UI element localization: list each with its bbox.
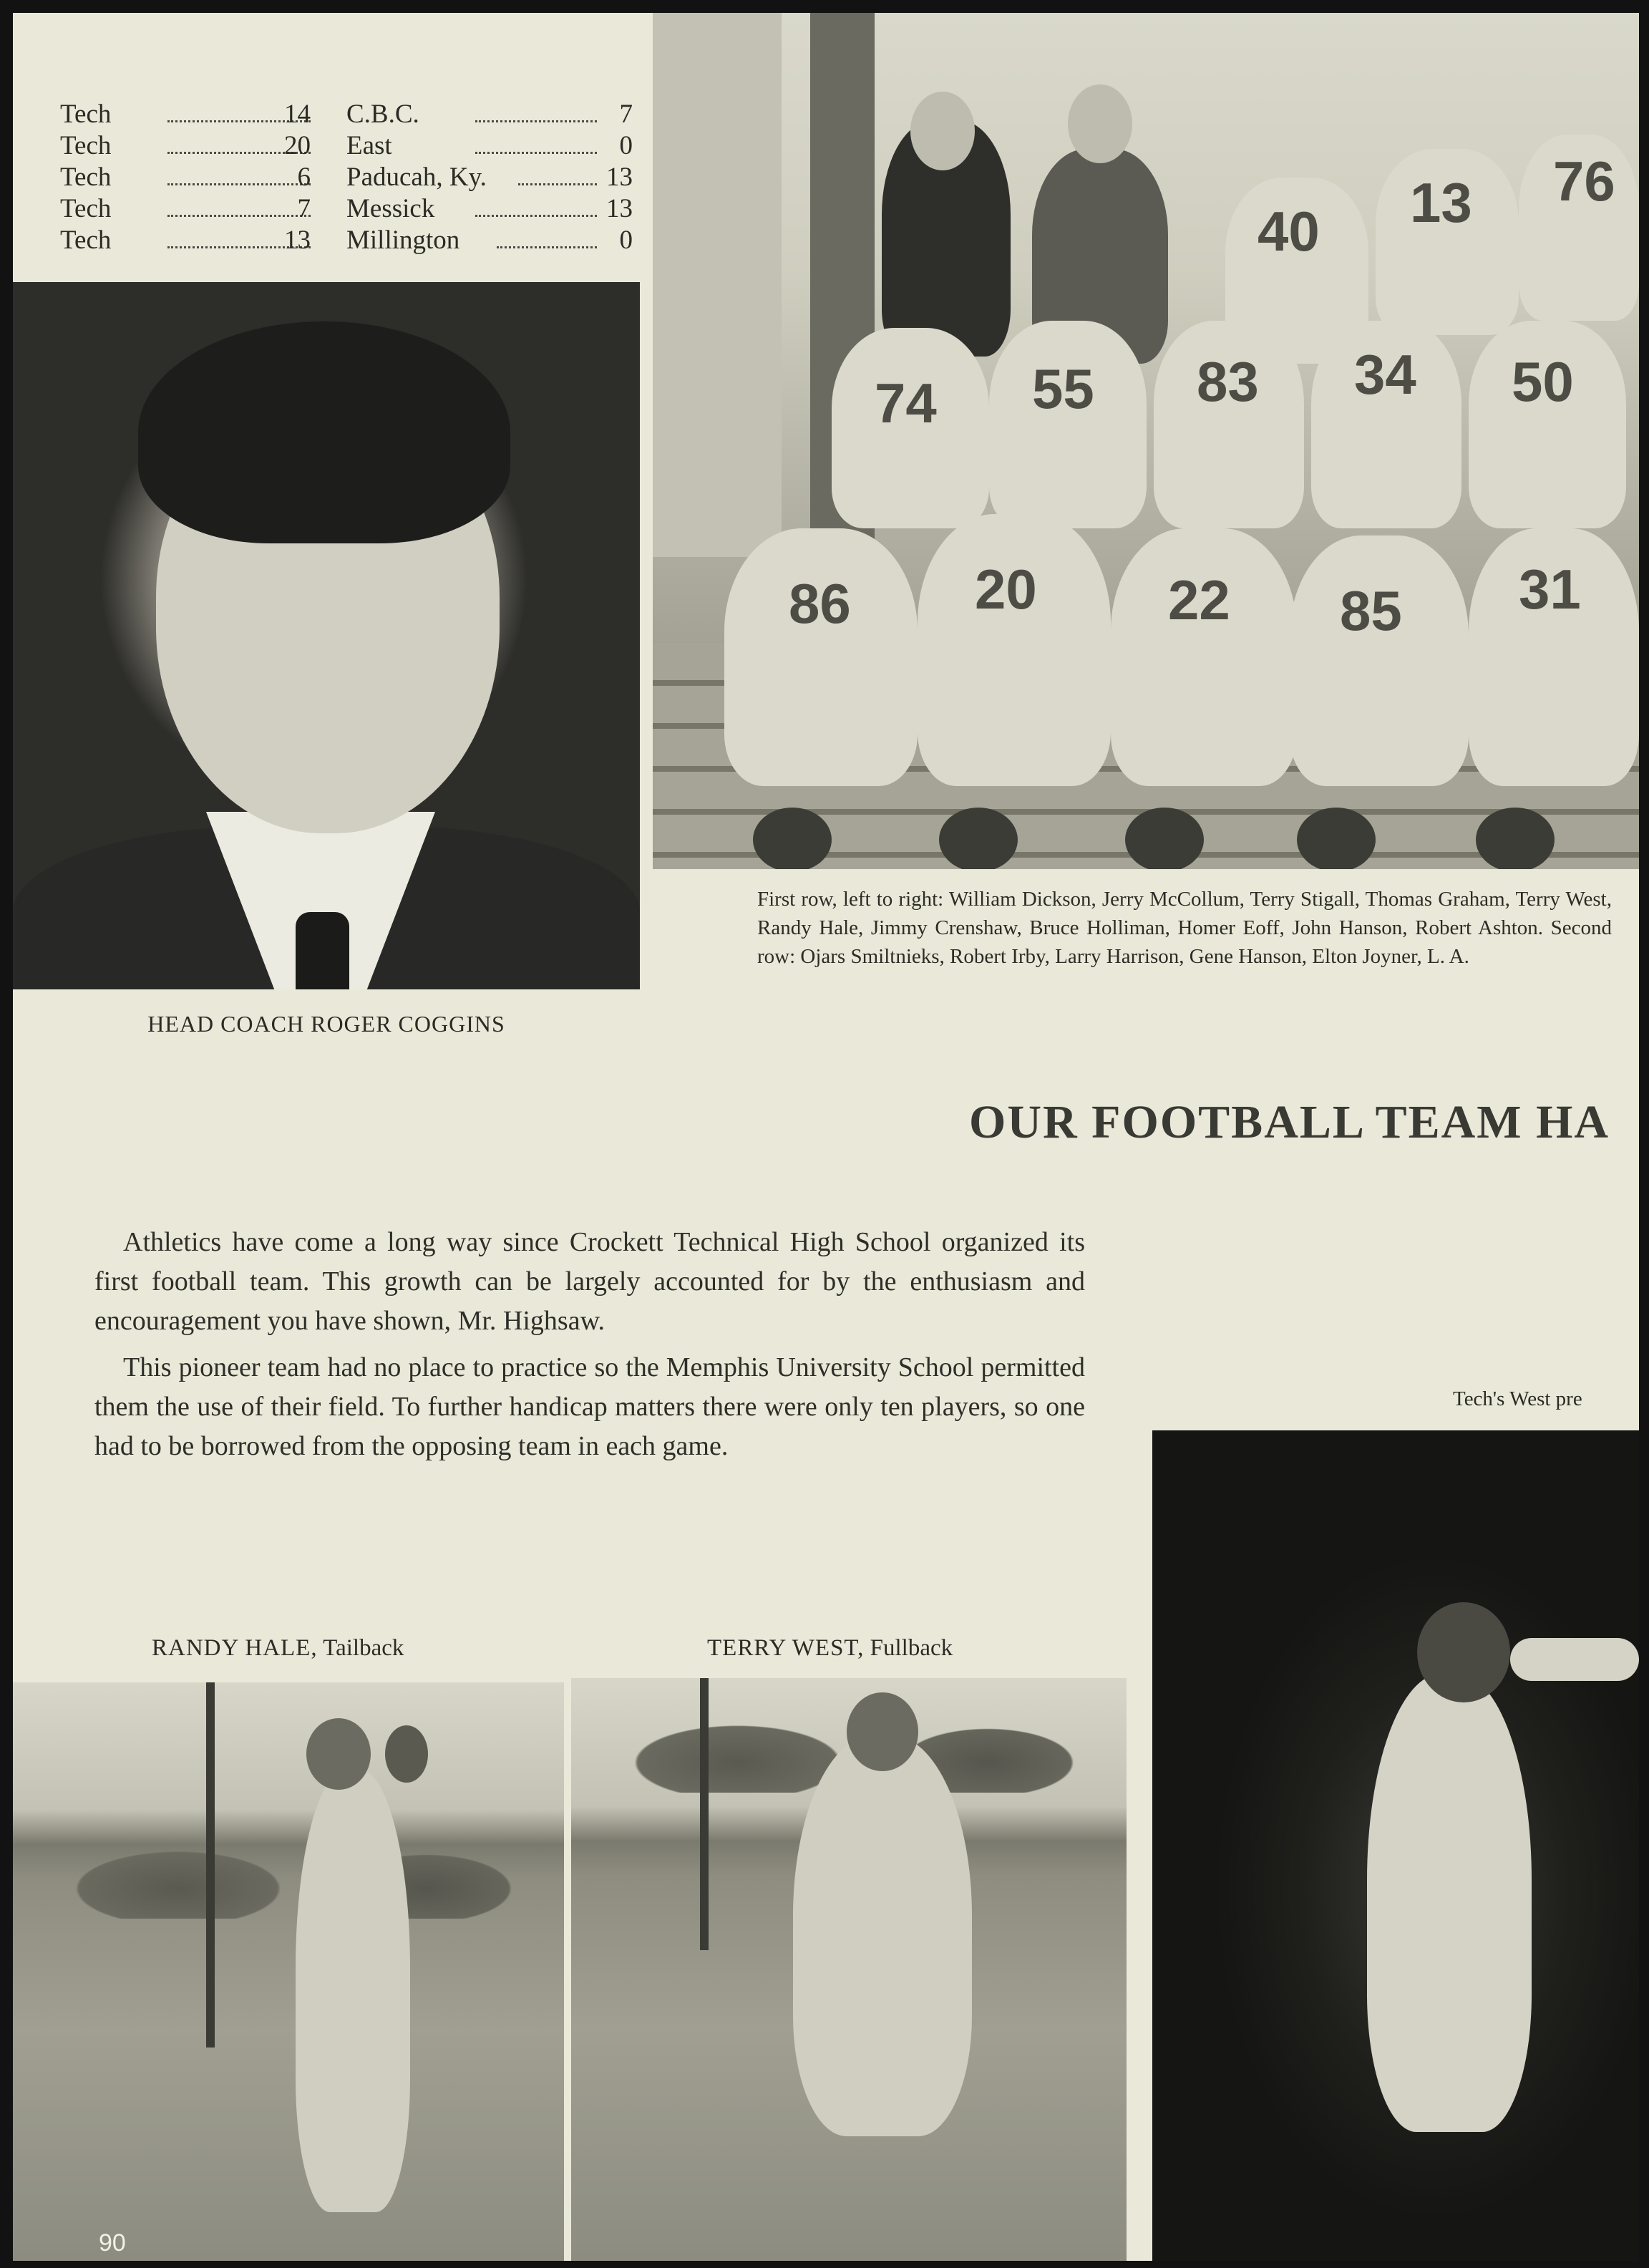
opponent-points: 13 (606, 194, 633, 223)
player-name: TERRY WEST, (707, 1635, 865, 1661)
jersey-number: 55 (1032, 357, 1094, 420)
player-figure (1367, 1674, 1532, 2132)
player-caption-randy-hale (152, 1635, 404, 1662)
jersey-number: 22 (1168, 568, 1230, 631)
team-name: Tech (60, 131, 112, 160)
coach-tie (296, 912, 349, 989)
player-caption-terry-west (707, 1635, 953, 1662)
player-figure (1290, 536, 1469, 786)
terry-west-photo (571, 1678, 1127, 2261)
page-number: 90 (99, 2229, 126, 2257)
jersey-number: 85 (1340, 579, 1402, 642)
team-points: 14 (284, 100, 311, 129)
team-name: Tech (60, 194, 112, 223)
team-name: Tech (60, 226, 112, 255)
randy-hale-photo (13, 1682, 564, 2261)
team-points: 20 (284, 131, 311, 160)
opponent-points: 0 (619, 226, 633, 255)
player-figure (724, 528, 918, 786)
score-row (60, 193, 633, 225)
team-points: 13 (284, 226, 311, 255)
jersey-number: 50 (1512, 350, 1574, 413)
opponent-name: C.B.C. (346, 100, 419, 129)
goal-post (700, 1678, 709, 1950)
score-row (60, 130, 633, 162)
helmet (1417, 1602, 1510, 1702)
opponent-name: Millington (346, 226, 460, 255)
opponent-name: Messick (346, 194, 435, 223)
wall-pillar (653, 13, 782, 557)
player-figure (1111, 528, 1297, 786)
helmet (1297, 808, 1376, 869)
player-position: Tailback (323, 1635, 404, 1661)
side-photo-caption: Tech's West pre (1453, 1387, 1582, 1410)
jersey-number: 13 (1410, 171, 1472, 234)
player-figure (793, 1735, 972, 2136)
player-figure (296, 1768, 410, 2212)
opponent-points: 0 (619, 131, 633, 160)
helmet (1125, 808, 1204, 869)
player-figure (989, 321, 1147, 528)
opponent-points: 13 (606, 163, 633, 192)
jersey-number: 74 (875, 372, 937, 435)
body-text (94, 1223, 1085, 1473)
jersey-number: 86 (789, 572, 851, 635)
team-points: 7 (297, 194, 311, 223)
team-points: 6 (297, 163, 311, 192)
jersey-number: 31 (1519, 558, 1581, 621)
paragraph: Athletics have come a long way since Crockett Technical High School organized its first football team. This growth can be largely accounted for by the enthusiasm and encouragement you have shown, Mr. Highsaw. (94, 1227, 1085, 1336)
catch-action-photo (1152, 1430, 1639, 2261)
player-figure (918, 514, 1111, 786)
score-row (60, 225, 633, 256)
helmet (753, 808, 832, 869)
coach-portrait (13, 282, 640, 989)
helmet (1476, 808, 1555, 869)
opponent-points: 7 (619, 100, 633, 129)
player-head (847, 1692, 918, 1771)
jersey-number: 20 (975, 558, 1037, 621)
section-headline: OUR FOOTBALL TEAM HA (969, 1096, 1610, 1148)
football (385, 1725, 428, 1783)
score-table (60, 99, 633, 256)
player-name: RANDY HALE, (152, 1635, 318, 1661)
score-row (60, 99, 633, 130)
opponent-name: East (346, 131, 392, 160)
player-position: Fullback (870, 1635, 953, 1661)
player-arm (1510, 1638, 1639, 1681)
assistant-coach-head (1068, 84, 1132, 163)
jersey-number: 40 (1258, 200, 1320, 263)
team-photo-caption: First row, left to right: William Dickson, Jerry McCollum, Terry Stigall, Thomas Graham, Terry West, Randy Hale, Jimmy Crenshaw, Bruce Holliman, Homer Eoff, John Hanson, Robert Ashton. Second row: Ojars Smiltnieks, Robert Irby, Larry Harrison, Gene Hanson, Elton Joyner, L. A. (757, 888, 1612, 968)
team-name: Tech (60, 100, 112, 129)
helmet (939, 808, 1018, 869)
yearbook-page (13, 13, 1639, 2261)
paragraph: This pioneer team had no place to practice so the Memphis University School permitted them the use of their field. To further handicap matters there were only ten players, so one had to be borrowed from the opposing team in each game. (94, 1352, 1085, 1461)
tree-line (13, 1818, 564, 1919)
coach-caption: HEAD COACH ROGER COGGINS (147, 1011, 505, 1037)
team-name: Tech (60, 163, 112, 192)
team-photo (653, 13, 1639, 869)
assistant-coach-head (910, 92, 975, 170)
jersey-number: 83 (1197, 350, 1259, 413)
goal-post (206, 1682, 215, 2048)
score-row (60, 162, 633, 193)
jersey-number: 34 (1354, 343, 1416, 406)
jersey-number: 76 (1553, 150, 1615, 213)
coach-hair (138, 321, 510, 543)
opponent-name: Paducah, Ky. (346, 163, 487, 192)
player-head (306, 1718, 371, 1790)
